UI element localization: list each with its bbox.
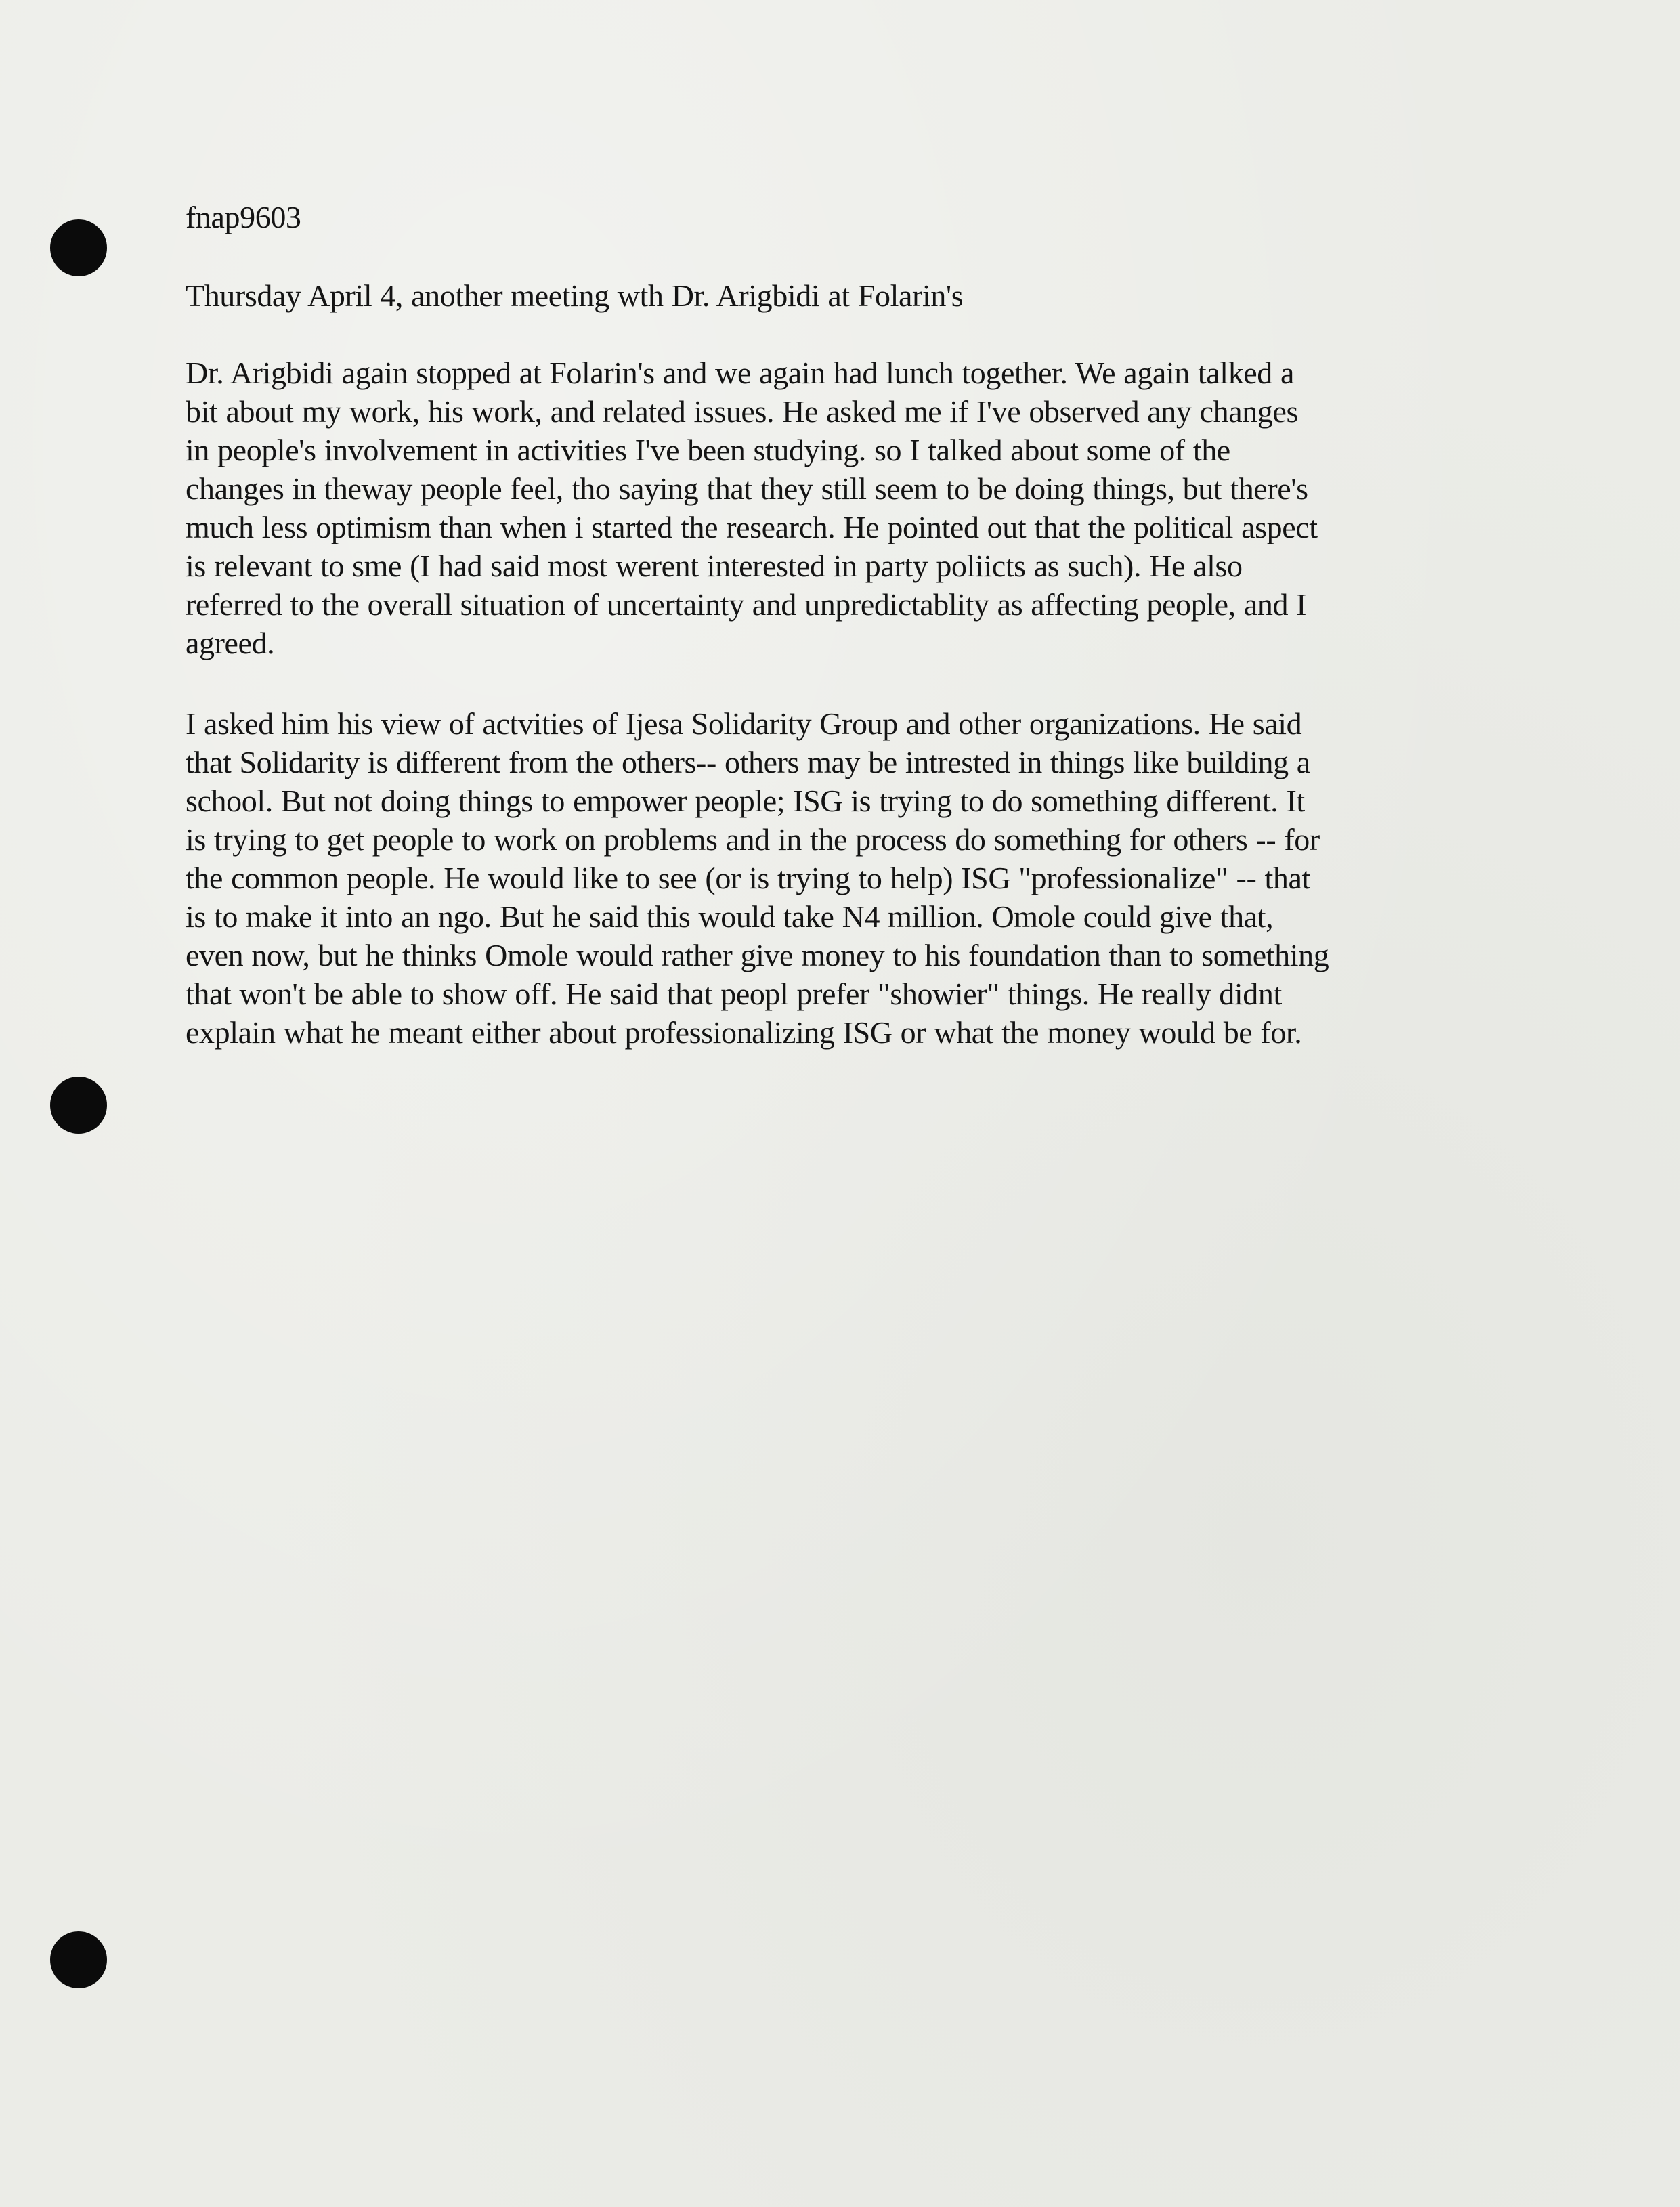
paragraph-line: in people's involvement in activities I've been studying. so I talked about some of the	[186, 433, 1230, 467]
paragraph-line: that won't be able to show off. He said that peopl prefer "showier" things. He really didnt	[186, 977, 1282, 1011]
paragraph-line: referred to the overall situation of uncertainty and unpredictablity as affecting people, and I	[186, 587, 1307, 622]
paragraph-line: is trying to get people to work on problems and in the process do something for others -- for	[186, 822, 1320, 857]
paragraph-line: the common people. He would like to see (or is trying to help) ISG "professionalize" -- that	[186, 861, 1310, 895]
file-id: fnap9603	[186, 200, 301, 234]
paragraph-line: Dr. Arigbidi again stopped at Folarin's and we again had lunch together. We again talked a	[186, 356, 1295, 390]
binder-hole-bottom	[50, 1931, 107, 1988]
paragraph-line: is to make it into an ngo. But he said this would take N4 million. Omole could give that,	[186, 899, 1274, 934]
entry-heading: Thursday April 4, another meeting wth Dr. Arigbidi at Folarin's	[186, 278, 964, 313]
paragraph-line: much less optimism than when i started the research. He pointed out that the political aspect	[186, 510, 1318, 544]
paragraph-line: is relevant to sme (I had said most werent interested in party poliicts as such). He also	[186, 549, 1243, 583]
paragraph-line: I asked him his view of actvities of Ijesa Solidarity Group and other organizations. He said	[186, 706, 1302, 741]
paragraph-1	[186, 353, 1472, 662]
binder-hole-middle	[50, 1077, 107, 1134]
paragraph-line: even now, but he thinks Omole would rather give money to his foundation than to something	[186, 938, 1329, 972]
paragraph-line: bit about my work, his work, and related issues. He asked me if I've observed any changes	[186, 394, 1298, 429]
paragraph-line: explain what he meant either about professionalizing ISG or what the money would be for.	[186, 1015, 1302, 1050]
paragraph-2	[186, 704, 1472, 1052]
paragraph-line: agreed.	[186, 626, 275, 660]
paragraph-line: that Solidarity is different from the others-- others may be intrested in things like building a	[186, 745, 1310, 779]
binder-hole-top	[50, 219, 107, 276]
paragraph-line: changes in theway people feel, tho saying that they still seem to be doing things, but there's	[186, 471, 1308, 506]
paragraph-line: school. But not doing things to empower people; ISG is trying to do something different. It	[186, 784, 1305, 818]
